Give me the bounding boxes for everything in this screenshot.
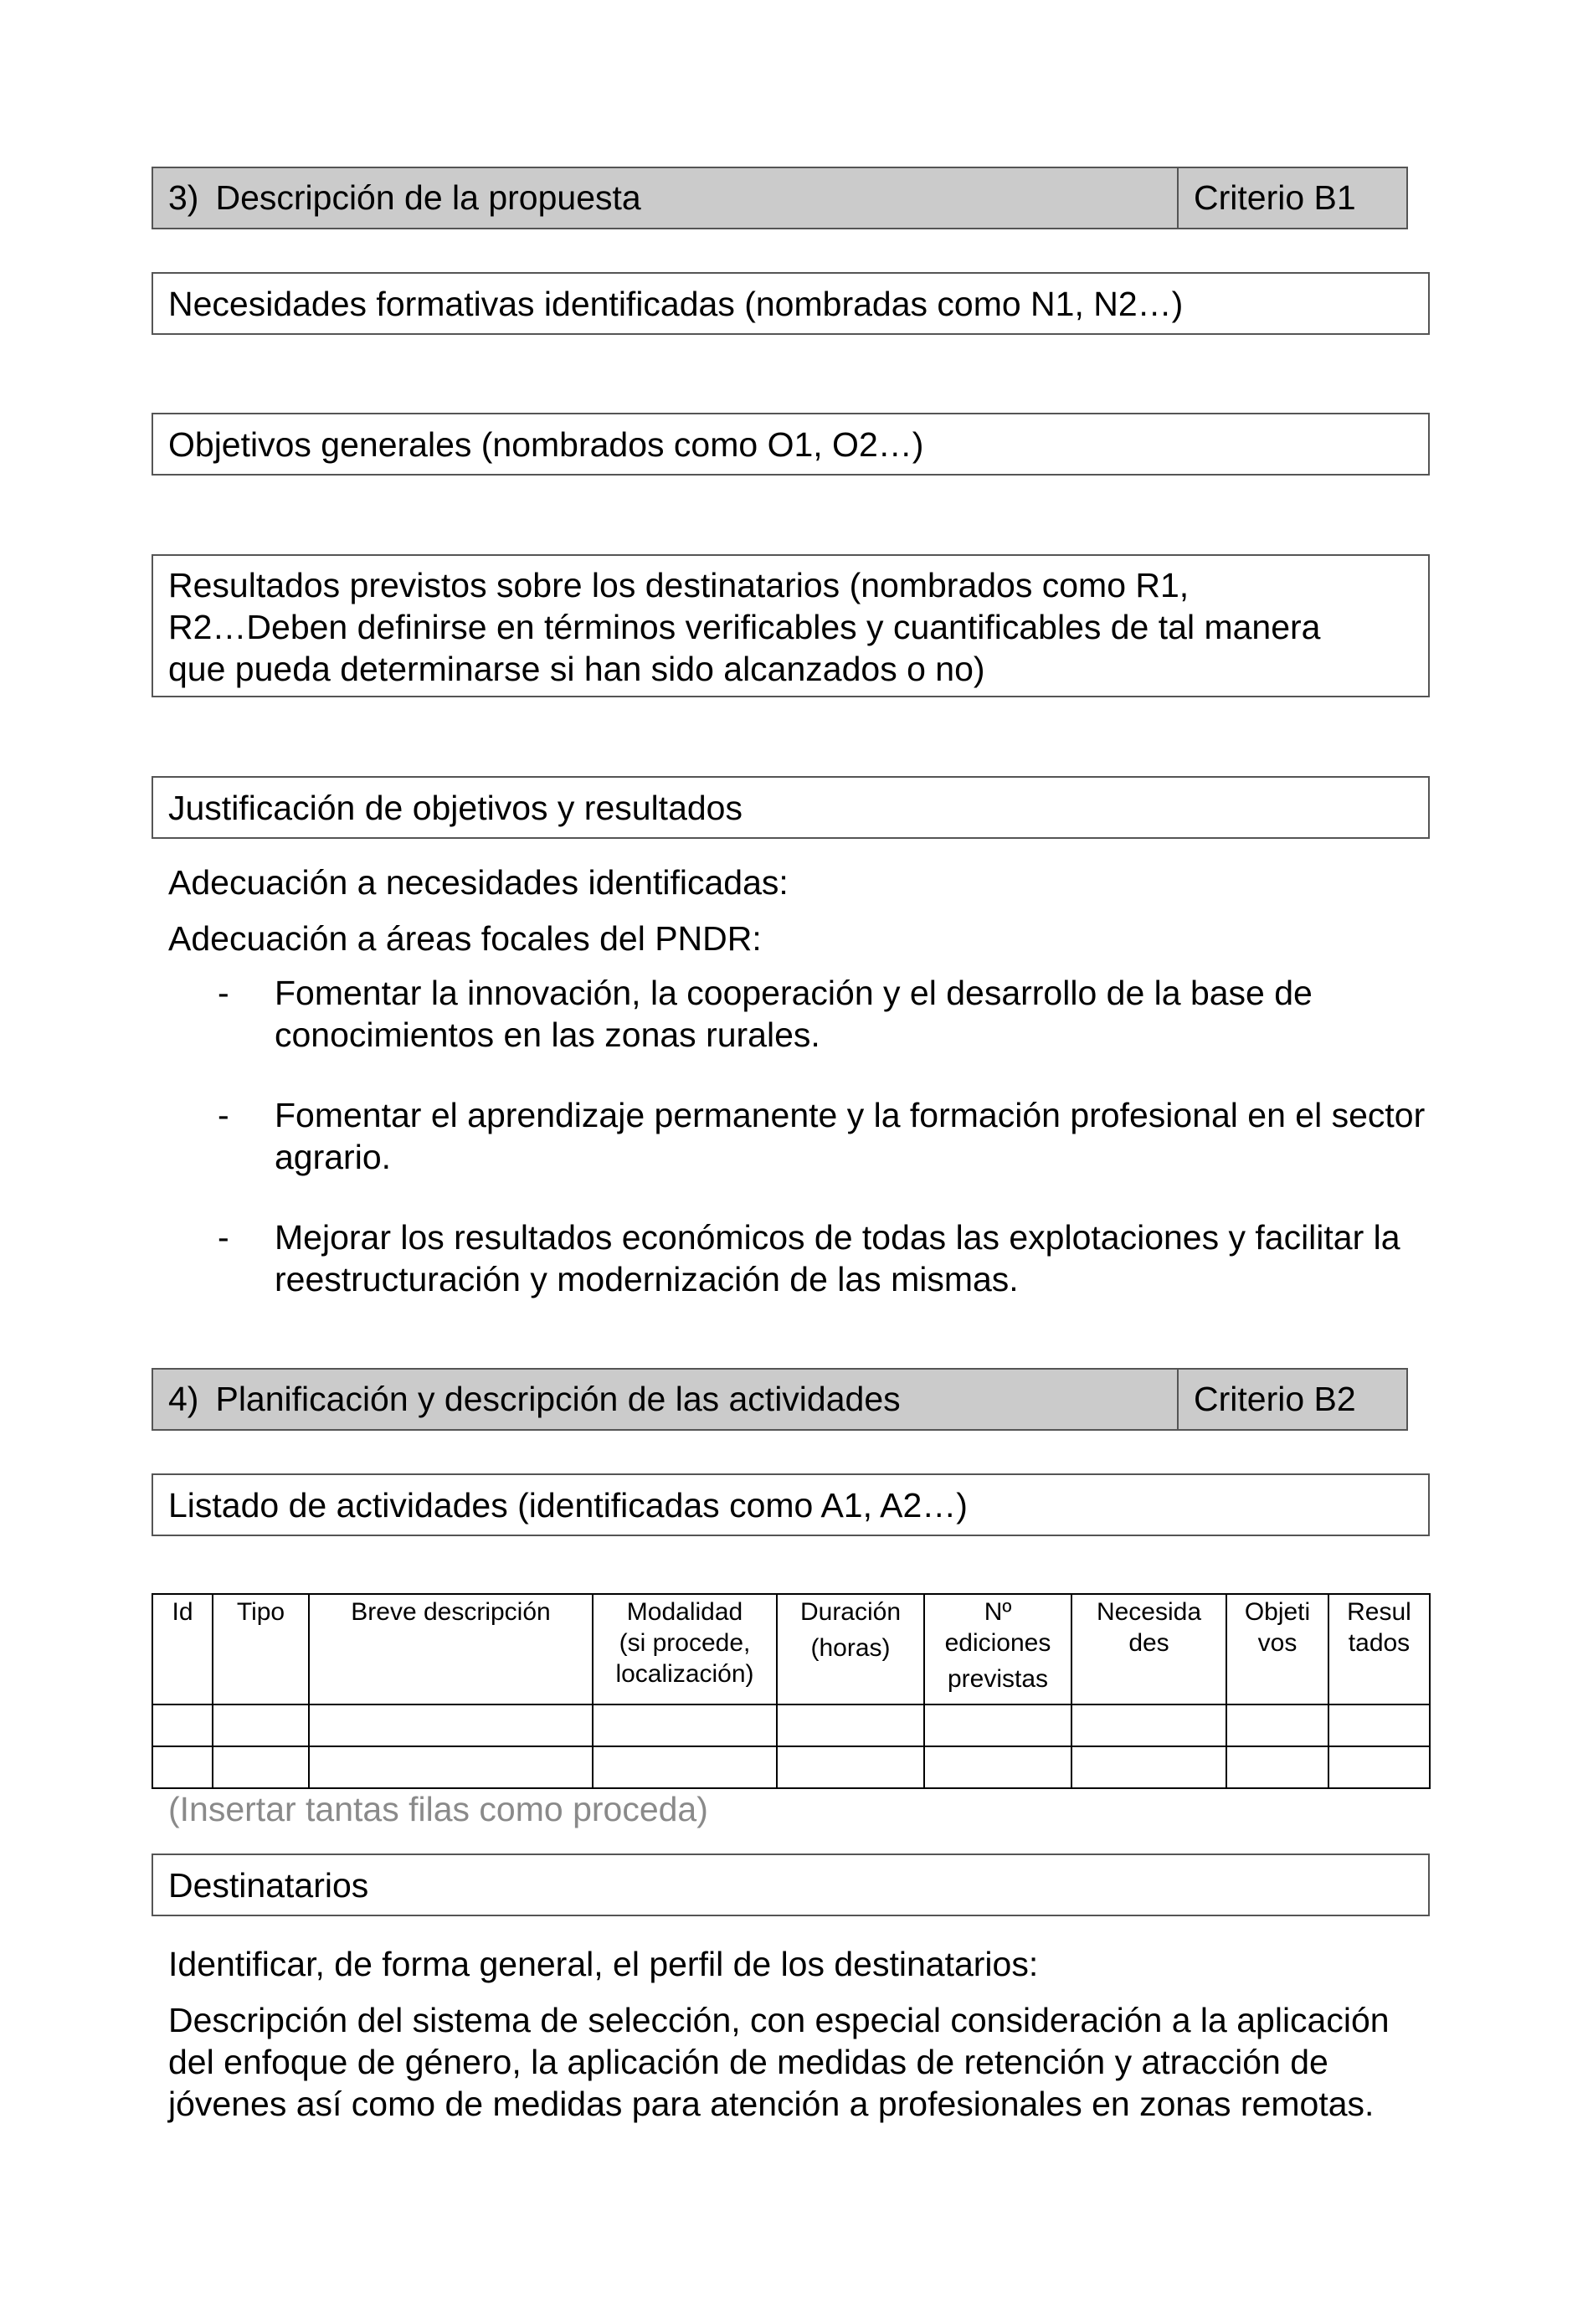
adecuacion-areas-text: Adecuación a áreas focales del PNDR: xyxy=(168,919,762,958)
table-cell[interactable] xyxy=(593,1746,777,1788)
header-resultados: Resul tados xyxy=(1328,1594,1430,1704)
section-3-number: 3) xyxy=(168,178,199,217)
header-breve-descripcion: Breve descripción xyxy=(309,1594,593,1704)
descripcion-line: Descripción del sistema de selección, con especial consideración a la aplicación xyxy=(168,2001,1390,2039)
table-cell[interactable] xyxy=(1071,1704,1226,1746)
resultados-line: que pueda determinarse si han sido alcanzados o no) xyxy=(168,650,985,688)
table-cell[interactable] xyxy=(1071,1746,1226,1788)
table-row xyxy=(152,1746,1430,1788)
bullet-dash: - xyxy=(218,1096,229,1134)
table-cell[interactable] xyxy=(213,1704,309,1746)
insertar-filas-note: (Insertar tantas filas como proceda) xyxy=(168,1790,708,1828)
section-4-title-cell xyxy=(153,1370,1177,1429)
section-4-criterio xyxy=(1177,1370,1406,1429)
table-cell[interactable] xyxy=(213,1746,309,1788)
bullet-line: Fomentar el aprendizaje permanente y la formación profesional en el sector xyxy=(275,1096,1426,1134)
header-duracion: Duración (horas) xyxy=(777,1594,924,1704)
bullet-dash: - xyxy=(218,974,229,1012)
descripcion-line: jóvenes así como de medidas para atención a profesionales en zonas remotas. xyxy=(168,2085,1375,2123)
table-cell[interactable] xyxy=(1226,1746,1328,1788)
table-header-row xyxy=(152,1594,1430,1704)
section-4-criterio-label: Criterio B2 xyxy=(1194,1380,1356,1418)
table-cell[interactable] xyxy=(152,1704,213,1746)
necesidades-field[interactable] xyxy=(152,272,1430,335)
bullet-dash: - xyxy=(218,1218,229,1257)
section-3-criterio-label: Criterio B1 xyxy=(1194,178,1356,217)
table-cell[interactable] xyxy=(777,1704,924,1746)
table-cell[interactable] xyxy=(1226,1704,1328,1746)
header-objetivos: Objeti vos xyxy=(1226,1594,1328,1704)
objetivos-field[interactable] xyxy=(152,413,1430,476)
table-cell[interactable] xyxy=(924,1746,1071,1788)
destinatarios-label: Destinatarios xyxy=(168,1865,369,1905)
header-tipo: Tipo xyxy=(213,1594,309,1704)
table-cell[interactable] xyxy=(309,1746,593,1788)
identificar-perfil-text: Identificar, de forma general, el perfil de los destinatarios: xyxy=(168,1945,1039,1983)
bullet-line: conocimientos en las zonas rurales. xyxy=(275,1015,820,1054)
justificacion-field[interactable] xyxy=(152,776,1430,839)
listado-actividades-label: Listado de actividades (identificadas como A1, A2…) xyxy=(168,1485,968,1524)
table-cell[interactable] xyxy=(152,1746,213,1788)
table-cell[interactable] xyxy=(593,1704,777,1746)
section-4-header xyxy=(152,1368,1408,1431)
section-4-title: Planificación y descripción de las actividades xyxy=(215,1380,901,1418)
adecuacion-necesidades-text: Adecuación a necesidades identificadas: xyxy=(168,863,789,902)
resultados-field[interactable] xyxy=(152,554,1430,697)
table-cell[interactable] xyxy=(1328,1704,1430,1746)
header-ediciones: Nº ediciones previstas xyxy=(924,1594,1071,1704)
section-3-title: Descripción de la propuesta xyxy=(215,178,641,217)
listado-actividades-field[interactable] xyxy=(152,1473,1430,1536)
descripcion-seleccion-text xyxy=(168,1999,1390,2125)
section-3-title-cell xyxy=(153,168,1177,228)
header-id: Id xyxy=(152,1594,213,1704)
section-3-header xyxy=(152,167,1408,229)
table-cell[interactable] xyxy=(309,1704,593,1746)
resultados-line: Resultados previstos sobre los destinatarios (nombrados como R1, xyxy=(168,566,1190,604)
table-cell[interactable] xyxy=(777,1746,924,1788)
bullet-line: Fomentar la innovación, la cooperación y el desarrollo de la base de xyxy=(275,974,1313,1012)
bullet-line: reestructuración y modernización de las mismas. xyxy=(275,1260,1019,1298)
table-cell[interactable] xyxy=(1328,1746,1430,1788)
resultados-line: R2…Deben definirse en términos verificables y cuantificables de tal manera xyxy=(168,608,1321,646)
section-4-number: 4) xyxy=(168,1380,199,1418)
bullet-line: agrario. xyxy=(275,1138,392,1176)
header-necesidades: Necesida des xyxy=(1071,1594,1226,1704)
bullet-line: Mejorar los resultados económicos de todas las explotaciones y facilitar la xyxy=(275,1218,1400,1257)
header-modalidad: Modalidad (si procede, localización) xyxy=(593,1594,777,1704)
justificacion-label: Justificación de objetivos y resultados xyxy=(168,788,743,827)
table-row xyxy=(152,1704,1430,1746)
section-3-criterio xyxy=(1177,168,1406,228)
descripcion-line: del enfoque de género, la aplicación de medidas de retención y atracción de xyxy=(168,2043,1328,2081)
actividades-table xyxy=(152,1593,1431,1789)
table-cell[interactable] xyxy=(924,1704,1071,1746)
objetivos-label: Objetivos generales (nombrados como O1, O2…) xyxy=(168,424,924,464)
destinatarios-field[interactable] xyxy=(152,1854,1430,1916)
necesidades-label: Necesidades formativas identificadas (nombradas como N1, N2…) xyxy=(168,284,1184,323)
